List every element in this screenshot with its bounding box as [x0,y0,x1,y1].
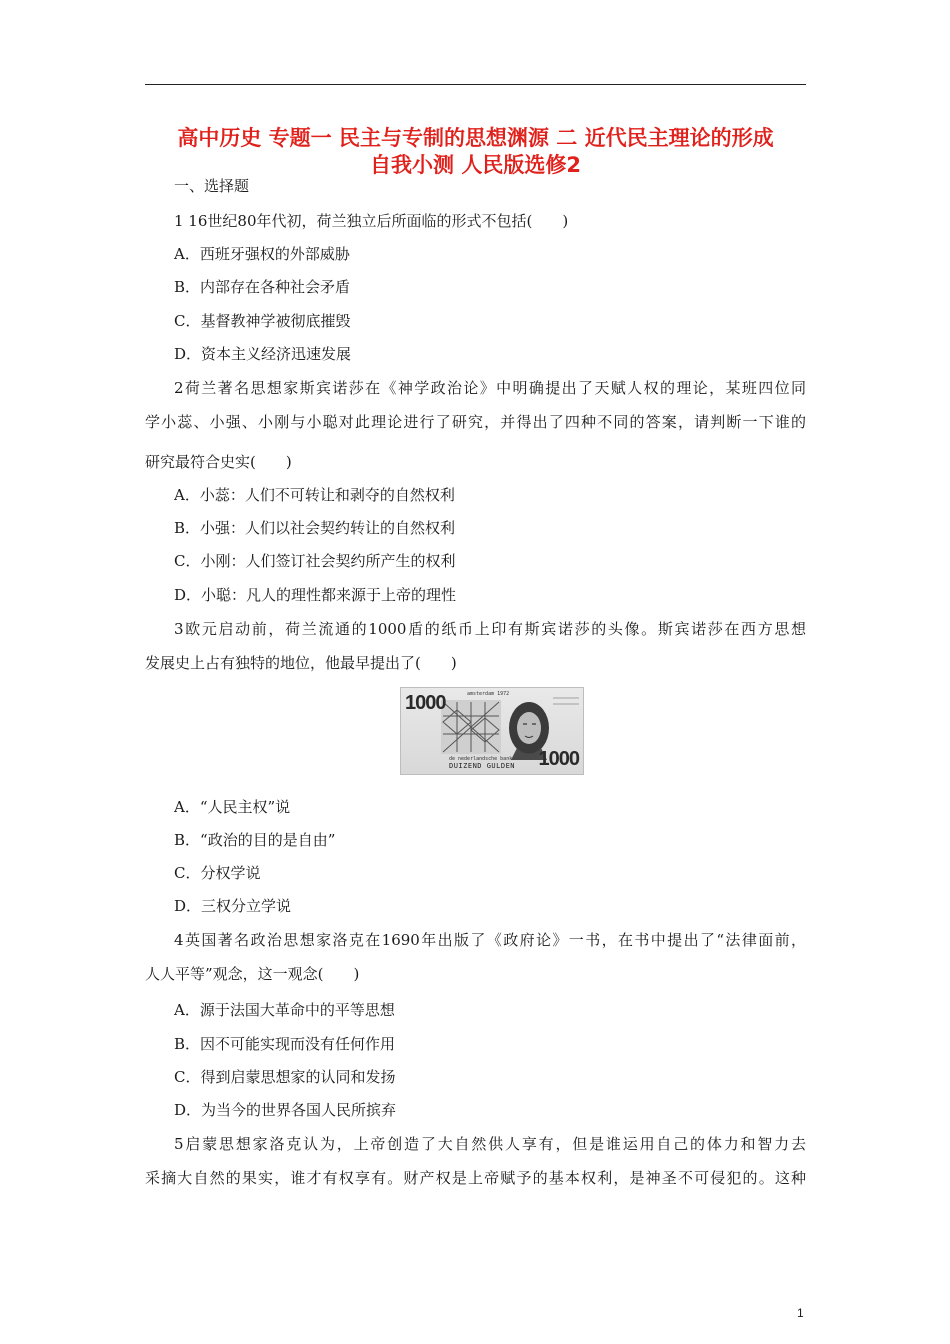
q4-option-c: C．得到启蒙思想家的认同和发扬 [174,1068,396,1086]
question-4-line1: 4英国著名政治思想家洛克在1690年出版了《政府论》一书，在书中提出了“法律面前， [174,931,806,949]
q4-option-d: D．为当今的世界各国人民所摈弃 [174,1101,397,1119]
q1-option-c: C．基督教神学被彻底摧毁 [174,312,351,330]
question-2-line2: 学小蕊、小强、小刚与小聪对此理论进行了研究，并得出了四种不同的答案，请判断一下谁的 [145,413,806,431]
section-heading: 一、选择题 [174,177,250,195]
header-rule [145,84,806,85]
question-2-line3: 研究最符合史实( ) [145,453,292,471]
question-4-line2: 人人平等”观念，这一观念( ) [145,965,360,983]
page-number: 1 [797,1306,804,1320]
question-3-line2: 发展史上占有独特的地位，他最早提出了( ) [145,654,457,672]
banknote-value-bottom: 1000 [538,748,579,770]
question-3-line1: 3欧元启动前，荷兰流通的1000盾的纸币上印有斯宾诺莎的头像。斯宾诺莎在西方思想 [174,620,806,638]
banknote-value-top: 1000 [405,692,446,714]
q2-option-a: A．小蕊：人们不可转让和剥夺的自然权利 [174,486,455,504]
q3-option-c: C．分权学说 [174,864,261,882]
banknote-issuer: de nederlandsche bank [449,756,513,762]
q1-option-b: B．内部存在各种社会矛盾 [174,278,351,296]
q4-option-b: B．因不可能实现而没有任何作用 [174,1035,396,1053]
question-5-line1: 5启蒙思想家洛克认为，上帝创造了大自然供人享有，但是谁运用自己的体力和智力去 [174,1135,806,1153]
q2-option-b: B．小强：人们以社会契约转让的自然权利 [174,519,456,537]
question-1: 1 16世纪80年代初，荷兰独立后所面临的形式不包括( ) [174,212,569,230]
document-title-line2: 自我小测 人民版选修2 [370,153,581,177]
banknote-bank-text: amsterdam 1972 [467,691,510,697]
banknote-denomination: DUIZEND GULDEN [449,762,516,770]
q1-option-a: A．西班牙强权的外部威胁 [174,245,350,263]
q2-option-d: D．小聪：凡人的理性都来源于上帝的理性 [174,586,457,604]
q2-option-c: C．小刚：人们签订社会契约所产生的权利 [174,552,456,570]
q3-option-d: D．三权分立学说 [174,897,292,915]
q4-option-a: A．源于法国大革命中的平等思想 [174,1001,395,1019]
question-2-line1: 2荷兰著名思想家斯宾诺莎在《神学政治论》中明确提出了天赋人权的理论，某班四位同 [174,379,806,397]
question-5-line2: 采摘大自然的果实，谁才有权享有。财产权是上帝赋予的基本权利，是神圣不可侵犯的。这种 [145,1169,806,1187]
banknote-image [400,687,584,775]
document-title-line1: 高中历史 专题一 民主与专制的思想渊源 二 近代民主理论的形成 [177,126,774,150]
q1-option-d: D．资本主义经济迅速发展 [174,345,352,363]
q3-option-b: B．“政治的目的是自由” [174,831,336,849]
q3-option-a: A．“人民主权”说 [174,798,291,816]
